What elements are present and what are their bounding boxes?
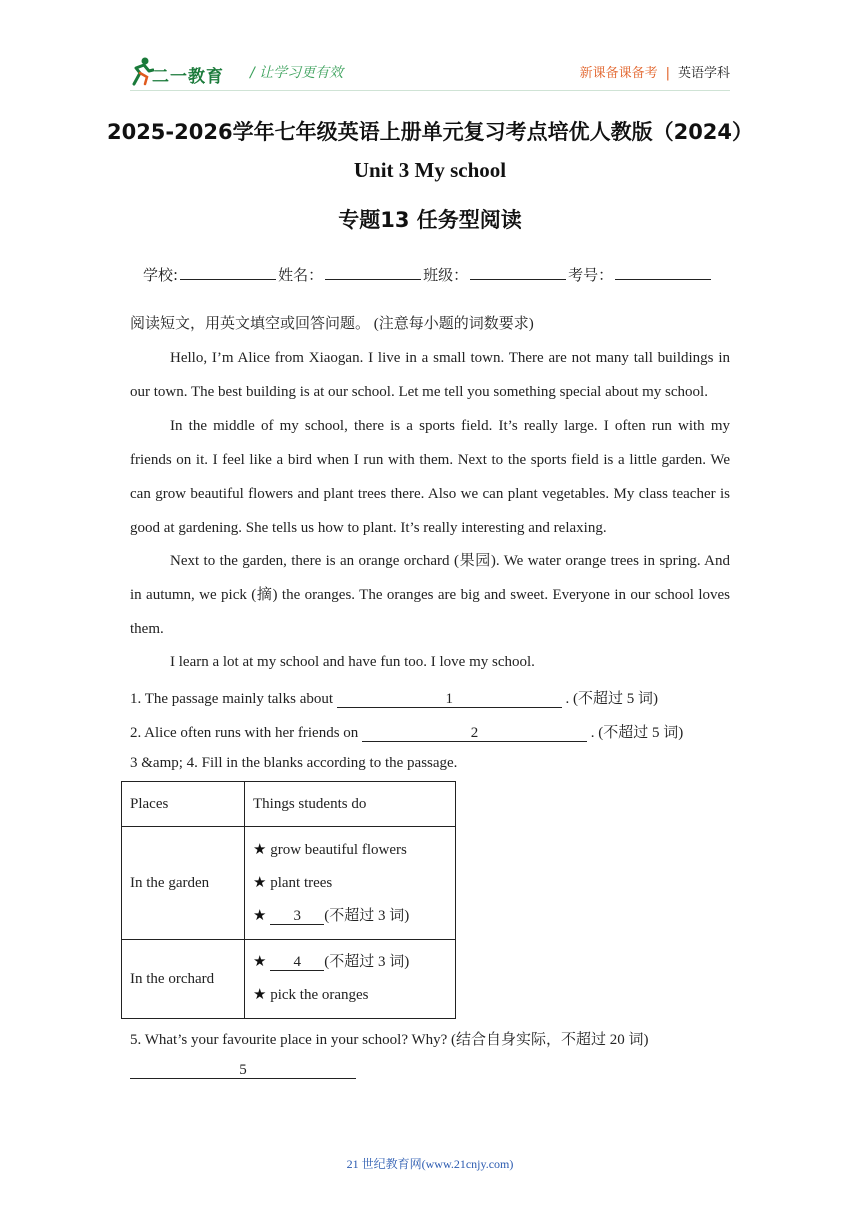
question-1 [130, 687, 658, 708]
question-1-text: 1. The passage mainly talks about [130, 691, 334, 707]
school-field[interactable] [180, 265, 276, 280]
places-table [121, 781, 456, 1019]
orchard-limit: (不超过 3 词) [324, 954, 410, 970]
table-row [122, 827, 456, 940]
passage-paragraph-1: Hello, I’m Alice from Xiaogan. I live in a small town. There are not many tall buildings in our town. The best building is at our school. Let me tell you something special about my school. [130, 350, 730, 400]
student-info-fields [143, 264, 713, 285]
passage-paragraph-4: I learn a lot at my school and have fun too. I love my school. [170, 654, 535, 670]
passage-paragraph-3: Next to the garden, there is an orange orchard (果园). We water orange trees in spring. And in autumn, we pick (摘) the oranges. The oranges are big and sweet. Everyone in our school loves them. [130, 553, 730, 637]
instructions: 阅读短文，用英文填空或回答问题。 (注意每小题的词数要求) [130, 316, 534, 332]
header-separator: | [665, 66, 670, 81]
list-item [253, 979, 455, 1012]
list-item [253, 946, 455, 979]
question-2 [130, 721, 683, 742]
question-2-limit: . (不超过 5 词) [590, 725, 684, 741]
main-title: 2025-2026学年七年级英语上册单元复习考点培优人教版（2024） [106, 120, 754, 144]
table-header-things: Things students do [245, 782, 456, 827]
garden-limit: (不超过 3 词) [324, 907, 410, 924]
name-field[interactable] [325, 265, 421, 280]
list-item [253, 834, 455, 867]
number-label: 考号： [568, 266, 614, 284]
class-label: 班级： [423, 266, 469, 284]
orchard-item-2: pick the oranges [270, 987, 369, 1003]
garden-activities [245, 827, 456, 940]
list-item [253, 900, 455, 933]
star-icon: ★ [253, 907, 267, 924]
star-icon: ★ [253, 841, 267, 858]
star-icon: ★ [253, 954, 267, 970]
answer-blank-4[interactable]: 4 [270, 955, 324, 971]
answer-blank-1[interactable]: 1 [337, 692, 562, 708]
question-1-limit: . (不超过 5 词) [565, 691, 659, 707]
topic-title: 专题13 任务型阅读 [338, 208, 522, 232]
course-label: 新课备课备考 [579, 66, 658, 81]
table-header-places: Places [122, 782, 245, 827]
orchard-activities [245, 940, 456, 1019]
name-label: 姓名： [278, 266, 324, 284]
list-item [253, 867, 455, 900]
question-5: 5. What’s your favourite place in your school? Why? (结合自身实际，不超过 20 词) [130, 1032, 649, 1048]
answer-blank-5[interactable]: 5 [130, 1063, 356, 1079]
number-field[interactable] [615, 265, 711, 280]
garden-item-1: grow beautiful flowers [270, 841, 407, 858]
answer-blank-2[interactable]: 2 [362, 726, 587, 742]
school-label: 学校: [143, 266, 179, 284]
orchard-place: In the orchard [122, 940, 245, 1019]
question-5-answer [130, 1062, 356, 1079]
answer-blank-3[interactable]: 3 [270, 909, 324, 925]
header-subject [580, 62, 730, 81]
page-header [130, 56, 730, 90]
table-row [122, 940, 456, 1019]
question-3-4: 3 &amp; 4. Fill in the blanks according to the passage. [130, 755, 458, 771]
passage-paragraph-2: In the middle of my school, there is a sports field. It’s really large. I often run with my friends on it. I feel like a bird when I run with them. Next to the sports field is a little garden. We can grow beautiful flowers and plant trees there. Also we can plant vegetables. My class teacher is good at gardening. She tells us how to plant. It’s really interesting and relaxing. [130, 418, 730, 536]
class-field[interactable] [470, 265, 566, 280]
logo-text: 二一教育 [152, 67, 224, 87]
star-icon: ★ [253, 874, 267, 891]
star-icon: ★ [253, 987, 267, 1003]
subject-label: 英语学科 [677, 66, 730, 81]
table-header-row [122, 782, 456, 827]
question-2-text: 2. Alice often runs with her friends on [130, 725, 359, 741]
page-footer: 21 世纪教育网(www.21cnjy.com) [346, 1157, 514, 1171]
brand-logo [130, 56, 240, 88]
runner-icon [130, 56, 154, 86]
slogan: / 让学习更有效 [250, 65, 344, 81]
garden-item-2: plant trees [270, 874, 333, 891]
unit-title: Unit 3 My school [353, 158, 507, 182]
header-divider [130, 90, 730, 91]
garden-place: In the garden [122, 827, 245, 940]
